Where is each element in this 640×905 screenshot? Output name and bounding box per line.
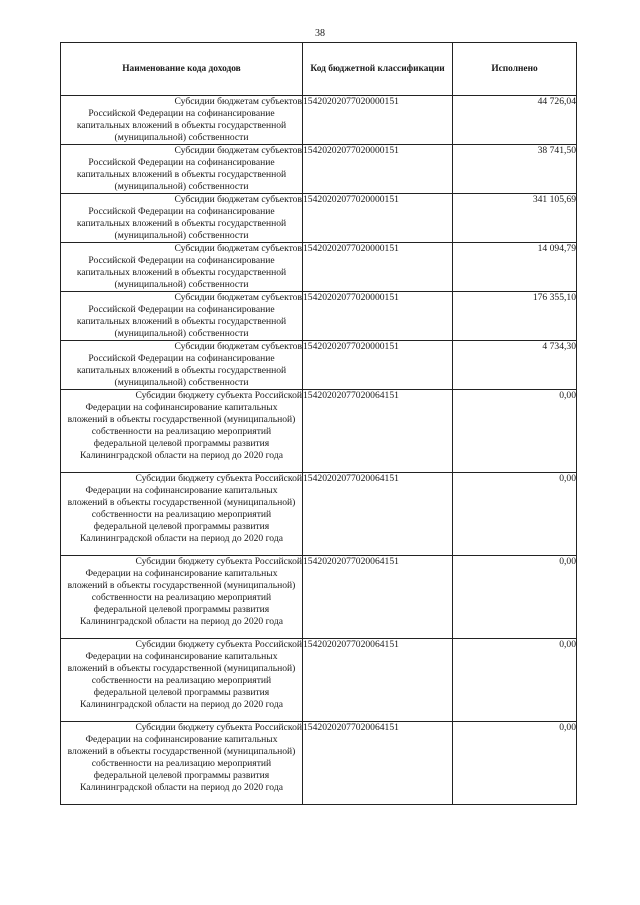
income-name-line: Калининградской области на период до 2020 года xyxy=(80,450,283,461)
table-row xyxy=(61,556,577,639)
budget-code-cell: 15420202077020000151 xyxy=(303,145,453,194)
page-number: 38 xyxy=(315,28,325,39)
income-name-line: капитальных вложений в объекты государственной xyxy=(76,316,287,327)
income-name-line: вложений в объекты государственной (муниципальной) xyxy=(67,746,296,757)
executed-amount-cell: 38 741,50 xyxy=(453,145,577,194)
income-name-cell xyxy=(61,243,303,292)
income-name-line: Российской Федерации на софинансирование xyxy=(88,353,275,364)
income-name-line: Субсидии бюджетам субъектов xyxy=(174,292,302,303)
income-name-line: федеральной целевой программы развития xyxy=(93,770,270,781)
income-name-cell xyxy=(61,639,303,722)
income-name-cell xyxy=(61,390,303,473)
income-name-cell xyxy=(61,722,303,805)
table-header-row xyxy=(61,43,577,96)
executed-amount-cell: 0,00 xyxy=(453,390,577,473)
table-row xyxy=(61,722,577,805)
income-name-line: федеральной целевой программы развития xyxy=(93,687,270,698)
income-name-cell xyxy=(61,473,303,556)
income-name-line: Субсидии бюджетам субъектов xyxy=(174,194,302,205)
income-name-line: капитальных вложений в объекты государственной xyxy=(76,365,287,376)
executed-amount-cell: 0,00 xyxy=(453,639,577,722)
income-name-line: Федерации на софинансирование капитальных xyxy=(85,651,278,662)
income-name-line: вложений в объекты государственной (муниципальной) xyxy=(67,414,296,425)
income-name-line: капитальных вложений в объекты государственной xyxy=(76,120,287,131)
executed-amount-cell: 44 726,04 xyxy=(453,96,577,145)
income-name-cell xyxy=(61,145,303,194)
table-row xyxy=(61,243,577,292)
income-name-line: федеральной целевой программы развития xyxy=(93,521,270,532)
income-name-line: Российской Федерации на софинансирование xyxy=(88,255,275,266)
income-name-line: собственности на реализацию мероприятий xyxy=(91,758,272,769)
executed-amount-cell: 176 355,10 xyxy=(453,292,577,341)
budget-code-cell: 15420202077020064151 xyxy=(303,473,453,556)
budget-code-cell: 15420202077020064151 xyxy=(303,722,453,805)
budget-code-cell: 15420202077020000151 xyxy=(303,243,453,292)
income-name-cell xyxy=(61,292,303,341)
executed-amount-cell: 0,00 xyxy=(453,473,577,556)
budget-code-cell: 15420202077020064151 xyxy=(303,556,453,639)
budget-code-cell: 15420202077020000151 xyxy=(303,96,453,145)
income-name-line: Калининградской области на период до 2020 года xyxy=(80,533,283,544)
income-name-line: вложений в объекты государственной (муниципальной) xyxy=(67,497,296,508)
income-name-line: федеральной целевой программы развития xyxy=(93,438,270,449)
income-name-line: Субсидии бюджетам субъектов xyxy=(174,145,302,156)
income-name-cell xyxy=(61,556,303,639)
table-body xyxy=(61,96,577,805)
income-name-line: Калининградской области на период до 2020 года xyxy=(80,782,283,793)
income-name-cell xyxy=(61,194,303,243)
budget-code-cell: 15420202077020000151 xyxy=(303,194,453,243)
income-name-line: капитальных вложений в объекты государственной xyxy=(76,169,287,180)
table-row xyxy=(61,96,577,145)
income-name-cell xyxy=(61,341,303,390)
executed-amount-cell: 0,00 xyxy=(453,556,577,639)
income-name-line: Российской Федерации на софинансирование xyxy=(88,304,275,315)
income-name-line: (муниципальной) собственности xyxy=(114,230,249,241)
income-name-line: федеральной целевой программы развития xyxy=(93,604,270,615)
income-name-line: (муниципальной) собственности xyxy=(114,279,249,290)
income-table xyxy=(60,42,577,805)
income-name-line: Российской Федерации на софинансирование xyxy=(88,206,275,217)
table-row xyxy=(61,390,577,473)
executed-amount-cell: 14 094,79 xyxy=(453,243,577,292)
budget-code-cell: 15420202077020000151 xyxy=(303,292,453,341)
income-name-line: Федерации на софинансирование капитальных xyxy=(85,734,278,745)
budget-code-cell: 15420202077020064151 xyxy=(303,390,453,473)
table-row xyxy=(61,473,577,556)
income-name-line: (муниципальной) собственности xyxy=(114,377,249,388)
income-name-line: Федерации на софинансирование капитальных xyxy=(85,568,278,579)
income-name-line: Субсидии бюджетам субъектов xyxy=(174,341,302,352)
income-name-line: Калининградской области на период до 2020 года xyxy=(80,616,283,627)
table-row xyxy=(61,292,577,341)
executed-amount-cell: 0,00 xyxy=(453,722,577,805)
income-name-line: Федерации на софинансирование капитальных xyxy=(85,485,278,496)
income-name-line: вложений в объекты государственной (муниципальной) xyxy=(67,663,296,674)
income-name-line: Российской Федерации на софинансирование xyxy=(88,157,275,168)
header-budget-code: Код бюджетной классификации xyxy=(303,43,453,96)
table-row xyxy=(61,639,577,722)
income-name-line: (муниципальной) собственности xyxy=(114,181,249,192)
income-name-line: Субсидии бюджету субъекта Российской xyxy=(135,390,302,401)
income-name-line: вложений в объекты государственной (муниципальной) xyxy=(67,580,296,591)
income-name-line: Субсидии бюджетам субъектов xyxy=(174,243,302,254)
header-income-name: Наименование кода доходов xyxy=(61,43,303,96)
table-row xyxy=(61,341,577,390)
income-name-line: Субсидии бюджетам субъектов xyxy=(174,96,302,107)
income-name-line: Субсидии бюджету субъекта Российской xyxy=(135,639,302,650)
income-name-line: Субсидии бюджету субъекта Российской xyxy=(135,556,302,567)
income-name-line: Калининградской области на период до 2020 года xyxy=(80,699,283,710)
income-name-line: (муниципальной) собственности xyxy=(114,328,249,339)
header-executed: Исполнено xyxy=(453,43,577,96)
income-name-line: собственности на реализацию мероприятий xyxy=(91,426,272,437)
table-row xyxy=(61,194,577,243)
income-name-line: Субсидии бюджету субъекта Российской xyxy=(135,722,302,733)
income-name-line: капитальных вложений в объекты государственной xyxy=(76,267,287,278)
income-name-cell xyxy=(61,96,303,145)
executed-amount-cell: 341 105,69 xyxy=(453,194,577,243)
income-name-line: капитальных вложений в объекты государственной xyxy=(76,218,287,229)
income-name-line: собственности на реализацию мероприятий xyxy=(91,592,272,603)
income-name-line: (муниципальной) собственности xyxy=(114,132,249,143)
budget-code-cell: 15420202077020000151 xyxy=(303,341,453,390)
income-name-line: Субсидии бюджету субъекта Российской xyxy=(135,473,302,484)
income-name-line: Федерации на софинансирование капитальных xyxy=(85,402,278,413)
budget-code-cell: 15420202077020064151 xyxy=(303,639,453,722)
income-name-line: Российской Федерации на софинансирование xyxy=(88,108,275,119)
table-row xyxy=(61,145,577,194)
income-name-line: собственности на реализацию мероприятий xyxy=(91,509,272,520)
executed-amount-cell: 4 734,30 xyxy=(453,341,577,390)
income-name-line: собственности на реализацию мероприятий xyxy=(91,675,272,686)
